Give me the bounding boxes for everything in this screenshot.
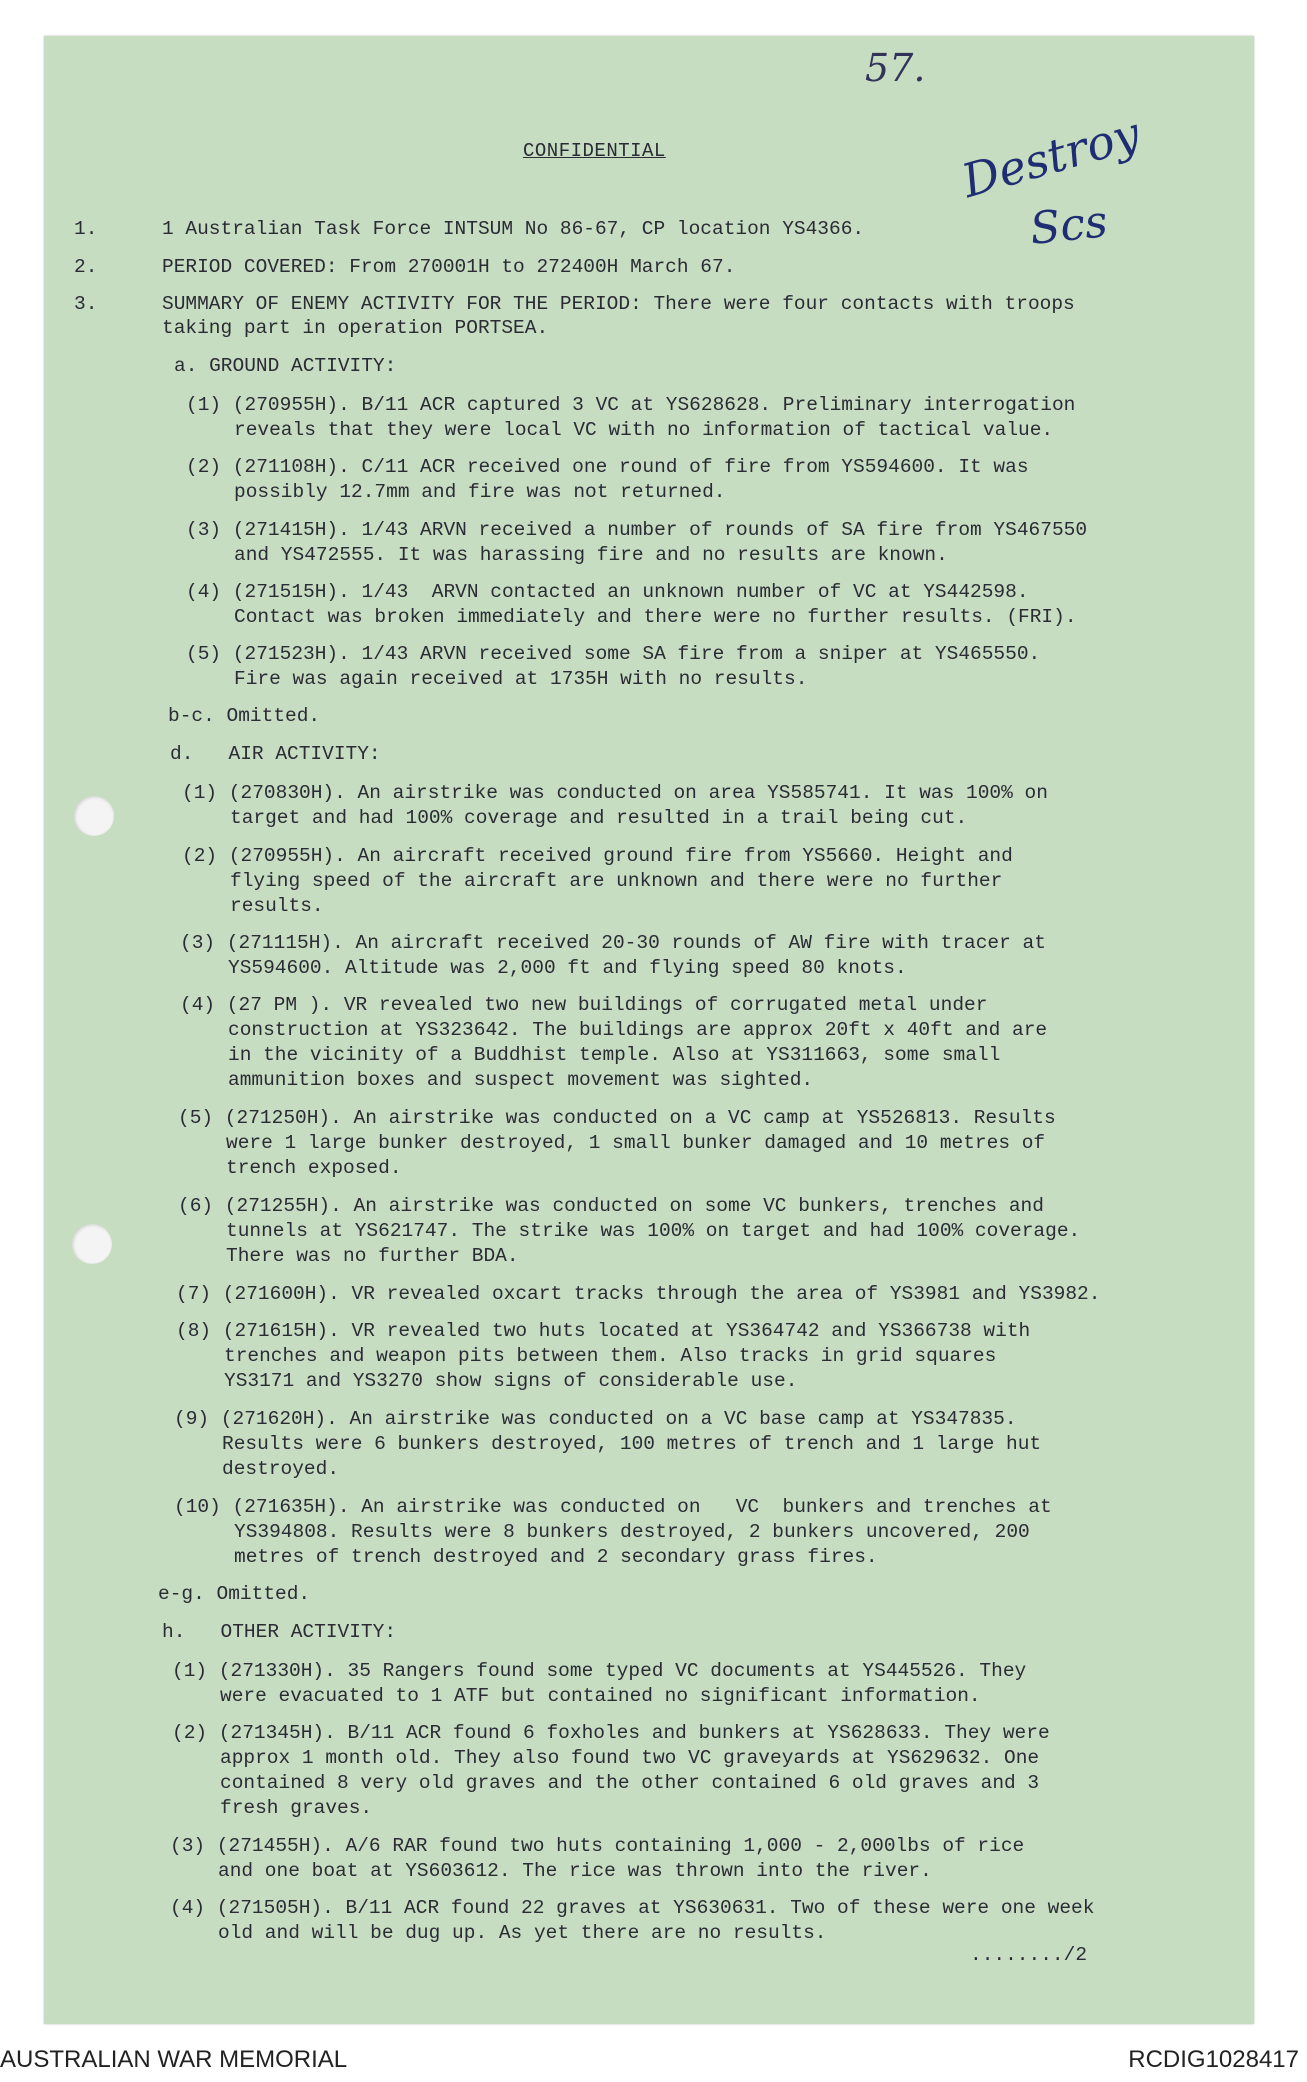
document-line: Fire was again received at 1735H with no results. bbox=[234, 668, 808, 690]
document-line: 1. bbox=[74, 218, 98, 240]
document-line: (5) (271250H). An airstrike was conducted on a VC camp at YS526813. Results bbox=[178, 1107, 1056, 1129]
document-line: approx 1 month old. They also found two VC graveyards at YS629632. One bbox=[220, 1747, 1040, 1769]
handwritten-annotation-initials: Scs bbox=[1027, 196, 1110, 255]
handwritten-annotation-destroy: Destroy bbox=[956, 105, 1146, 209]
footer-institution: AUSTRALIAN WAR MEMORIAL bbox=[0, 2046, 348, 2073]
document-line: PERIOD COVERED: From 270001H to 272400H March 67. bbox=[162, 256, 736, 278]
document-line: (9) (271620H). An airstrike was conducted on a VC base camp at YS347835. bbox=[174, 1408, 1017, 1430]
document-line: (4) (271505H). B/11 ACR found 22 graves at YS630631. Two of these were one week bbox=[170, 1897, 1095, 1919]
document-line: were 1 large bunker destroyed, 1 small bunker damaged and 10 metres of bbox=[226, 1132, 1046, 1154]
document-line: tunnels at YS621747. The strike was 100% on target and had 100% coverage. bbox=[226, 1220, 1081, 1242]
document-line: in the vicinity of a Buddhist temple. Also at YS311663, some small bbox=[228, 1044, 1001, 1066]
document-line: (1) (270830H). An airstrike was conducted on area YS585741. It was 100% on bbox=[182, 782, 1048, 804]
document-line: There was no further BDA. bbox=[226, 1245, 519, 1267]
document-line: b-c. Omitted. bbox=[168, 705, 321, 727]
document-line: (1) (270955H). B/11 ACR captured 3 VC at YS628628. Preliminary interrogation bbox=[186, 394, 1076, 416]
document-line: fresh graves. bbox=[220, 1797, 373, 1819]
document-line: Contact was broken immediately and there were no further results. (FRI). bbox=[234, 606, 1077, 628]
document-line: d. AIR ACTIVITY: bbox=[170, 743, 381, 765]
classification-heading: CONFIDENTIAL bbox=[523, 140, 666, 162]
document-line: (10) (271635H). An airstrike was conducted on VC bunkers and trenches at bbox=[174, 1496, 1052, 1518]
document-line: flying speed of the aircraft are unknown and there were no further bbox=[230, 870, 1003, 892]
document-line: (4) (271515H). 1/43 ARVN contacted an unknown number of VC at YS442598. bbox=[186, 581, 1029, 603]
document-line: (2) (271108H). C/11 ACR received one round of fire from YS594600. It was bbox=[186, 456, 1029, 478]
document-line: (6) (271255H). An airstrike was conducted on some VC bunkers, trenches and bbox=[178, 1195, 1044, 1217]
document-line: YS594600. Altitude was 2,000 ft and flying speed 80 knots. bbox=[228, 957, 907, 979]
document-line: construction at YS323642. The buildings are approx 20ft x 40ft and are bbox=[228, 1019, 1048, 1041]
footer-catalogue-id: RCDIG1028417 bbox=[1128, 2046, 1299, 2073]
document-line: ammunition boxes and suspect movement was sighted. bbox=[228, 1069, 814, 1091]
document-line: and one boat at YS603612. The rice was thrown into the river. bbox=[218, 1860, 932, 1882]
document-line: Results were 6 bunkers destroyed, 100 metres of trench and 1 large hut bbox=[222, 1433, 1042, 1455]
document-line: taking part in operation PORTSEA. bbox=[162, 317, 549, 339]
document-line: e-g. Omitted. bbox=[158, 1583, 311, 1605]
document-line: (4) (27 PM ). VR revealed two new buildings of corrugated metal under bbox=[180, 994, 988, 1016]
document-line: trenches and weapon pits between them. Also tracks in grid squares bbox=[224, 1345, 997, 1367]
document-line: 1 Australian Task Force INTSUM No 86-67, CP location YS4366. bbox=[162, 218, 865, 240]
document-line: were evacuated to 1 ATF but contained no significant information. bbox=[220, 1685, 981, 1707]
punch-hole-top bbox=[74, 796, 114, 836]
document-line: h. OTHER ACTIVITY: bbox=[162, 1621, 397, 1643]
document-line: SUMMARY OF ENEMY ACTIVITY FOR THE PERIOD: There were four contacts with troops bbox=[162, 293, 1075, 315]
document-line: (1) (271330H). 35 Rangers found some typed VC documents at YS445526. They bbox=[172, 1660, 1027, 1682]
document-line: (2) (270955H). An aircraft received ground fire from YS5660. Height and bbox=[182, 845, 1013, 867]
page-number: 57. bbox=[865, 46, 926, 90]
document-line: (5) (271523H). 1/43 ARVN received some SA fire from a sniper at YS465550. bbox=[186, 643, 1041, 665]
document-line: destroyed. bbox=[222, 1458, 340, 1480]
document-line: contained 8 very old graves and the other contained 6 old graves and 3 bbox=[220, 1772, 1040, 1794]
document-line: YS3171 and YS3270 show signs of considerable use. bbox=[224, 1370, 798, 1392]
document-line: a. GROUND ACTIVITY: bbox=[174, 355, 397, 377]
document-line: target and had 100% coverage and resulted in a trail being cut. bbox=[230, 807, 968, 829]
document-line: (7) (271600H). VR revealed oxcart tracks through the area of YS3981 and YS3982. bbox=[176, 1283, 1101, 1305]
document-line: (3) (271455H). A/6 RAR found two huts containing 1,000 - 2,000lbs of rice bbox=[170, 1835, 1025, 1857]
document-line: (3) (271115H). An aircraft received 20-30 rounds of AW fire with tracer at bbox=[180, 932, 1046, 954]
document-line: 2. bbox=[74, 256, 98, 278]
document-line: 3. bbox=[74, 293, 98, 315]
document-line: ......../2 bbox=[970, 1944, 1088, 1966]
document-line: reveals that they were local VC with no information of tactical value. bbox=[234, 419, 1054, 441]
punch-hole-bottom bbox=[72, 1224, 112, 1264]
document-line: (8) (271615H). VR revealed two huts located at YS364742 and YS366738 with bbox=[176, 1320, 1031, 1342]
document-line: old and will be dug up. As yet there are no results. bbox=[218, 1922, 827, 1944]
document-line: trench exposed. bbox=[226, 1157, 402, 1179]
document-line: (3) (271415H). 1/43 ARVN received a number of rounds of SA fire from YS467550 bbox=[186, 519, 1088, 541]
document-line: and YS472555. It was harassing fire and no results are known. bbox=[234, 544, 948, 566]
document-line: (2) (271345H). B/11 ACR found 6 foxholes and bunkers at YS628633. They were bbox=[172, 1722, 1050, 1744]
document-line: YS394808. Results were 8 bunkers destroyed, 2 bunkers uncovered, 200 bbox=[234, 1521, 1030, 1543]
document-line: metres of trench destroyed and 2 secondary grass fires. bbox=[234, 1546, 878, 1568]
document-line: results. bbox=[230, 895, 324, 917]
document-line: possibly 12.7mm and fire was not returned. bbox=[234, 481, 726, 503]
